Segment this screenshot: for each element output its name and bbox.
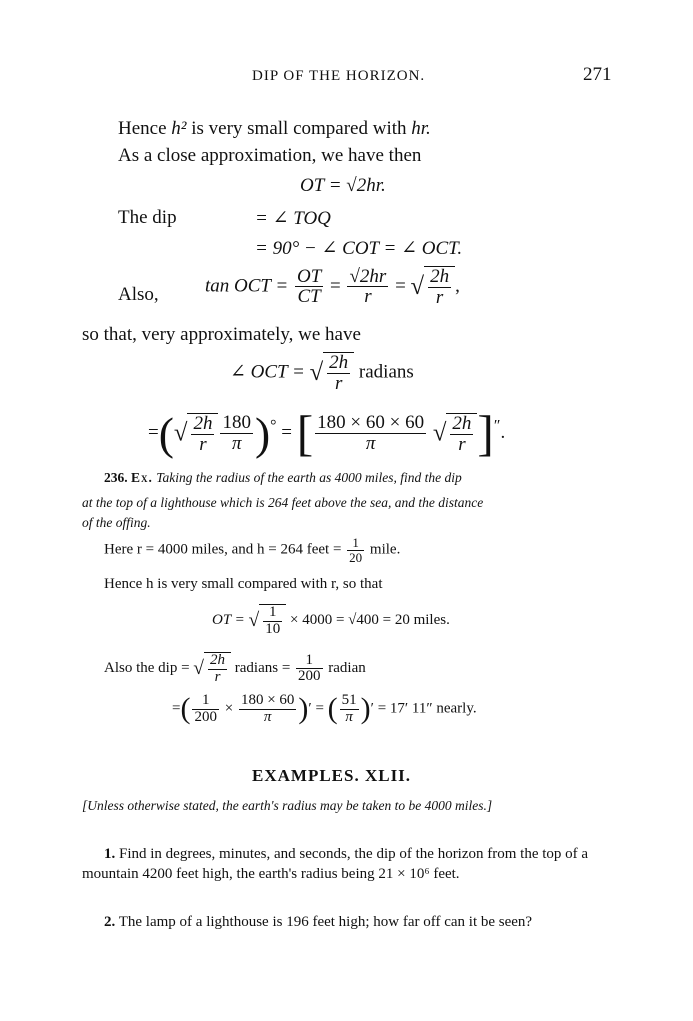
fraction <box>327 353 350 394</box>
radicand <box>204 652 231 686</box>
example-label: Ex. <box>131 470 153 485</box>
also-label: Also, <box>118 284 159 305</box>
denominator: π <box>365 433 376 454</box>
tan-equation: tan OCT = $\frac{OT}{CT}$ = $\frac{√2hr}{r}$ = √ $\frac{2h}{r}$ , <box>205 265 460 308</box>
close-paren: ) <box>360 692 371 725</box>
angle-ocu-equation <box>230 352 414 394</box>
fraction <box>450 414 473 455</box>
fraction <box>340 693 359 726</box>
math-expression: OT = <box>212 612 245 629</box>
hence-line: Hence h is very small compared with r, so that <box>104 576 383 592</box>
math-h-squared: h² <box>171 118 187 139</box>
conversion-example-equation: =( $\frac{1}{200}$ × $\frac{180 \times 60}{\pi}$ )′ = ( $\frac{51}{\pi}$ )′ = 17′ 11″ nearly. <box>172 691 477 725</box>
text-fragment: Also the dip = <box>104 660 190 677</box>
math-hr: hr. <box>411 118 431 139</box>
close-paren: ) <box>254 408 271 459</box>
numerator: 51 <box>341 691 357 708</box>
open-paren: ( <box>180 692 191 725</box>
fraction <box>296 653 323 686</box>
text-fragment: = 17′ 11″ nearly. <box>377 700 477 717</box>
here-line <box>104 536 400 564</box>
denominator: r <box>199 433 207 455</box>
fraction <box>295 267 323 308</box>
numerator: 180 <box>222 412 251 434</box>
radicand <box>446 413 477 455</box>
text-fragment: radian <box>328 660 366 677</box>
radians-word: radians <box>358 361 414 383</box>
numerator: 2h <box>329 352 349 373</box>
numerator: 1 <box>296 653 323 670</box>
sqrt-icon: √ <box>432 419 447 447</box>
close-bracket: ] <box>477 406 494 461</box>
example-statement-1 <box>104 470 462 486</box>
equation-ot <box>300 175 386 197</box>
denominator: 20 <box>349 549 363 565</box>
numerator: 1 <box>263 605 282 622</box>
statement-text: at the top of a lighthouse which is 264 feet above the sea, and the distance <box>82 495 484 510</box>
text-fragment: Here r = 4000 miles, and h = 264 feet = <box>104 541 342 558</box>
examples-heading: EXAMPLES. XLII. <box>252 766 412 785</box>
fraction <box>220 413 253 454</box>
fraction <box>347 267 388 308</box>
statement-text: Taking the radius of the earth as 4000 miles, find the dip <box>156 470 462 485</box>
numerator: OT <box>296 265 322 287</box>
dip-label: The dip <box>118 207 177 228</box>
denominator: r <box>435 286 444 308</box>
numerator: 2h <box>210 652 225 668</box>
dip-example-equation <box>104 652 366 686</box>
math-expression: = ∠ TOQ <box>255 208 331 229</box>
open-paren: ( <box>158 408 174 459</box>
running-header: DIP OF THE HORIZON. <box>252 68 426 84</box>
math-expression: tan OCT = <box>205 275 289 297</box>
sqrt-icon: √ <box>248 609 260 631</box>
sqrt-icon: √ <box>193 657 204 679</box>
so-that-line: so that, very approximately, we have <box>82 324 361 345</box>
denominator: r <box>214 668 221 685</box>
denominator: π <box>263 708 272 725</box>
denominator: π <box>231 433 242 454</box>
question-number: 2. <box>104 914 116 930</box>
open-paren: ( <box>327 692 338 725</box>
question-2 <box>82 912 612 932</box>
dip-equation-1 <box>255 207 331 230</box>
intro-line-1 <box>118 118 431 140</box>
example-statement-2 <box>82 495 483 511</box>
text-fragment: × 4000 = √400 = 20 miles. <box>289 612 450 629</box>
fraction <box>263 605 282 638</box>
fraction <box>239 693 296 726</box>
seconds-sup: ″ <box>493 417 501 435</box>
sqrt-icon: √ <box>173 419 188 447</box>
numerator: 180 × 60 × 60 <box>317 412 425 434</box>
question-text: Find in degrees, minutes, and seconds, the dip of the horizon from the top of a mountain 4200 feet high, the earth's radius being 21 × 10⁶ feet. <box>82 846 589 882</box>
numerator: 1 <box>347 536 364 551</box>
denominator: r <box>334 372 343 394</box>
denominator: 200 <box>194 708 217 725</box>
fraction <box>428 267 451 308</box>
text-fragment: mile. <box>369 541 401 558</box>
fraction <box>208 653 227 686</box>
denominator: 10 <box>265 620 281 637</box>
denominator: 200 <box>298 668 321 685</box>
numerator: 2h <box>430 266 450 287</box>
fraction <box>315 413 426 454</box>
sqrt-icon: √ <box>410 272 425 300</box>
radicand <box>323 352 354 394</box>
math-expression: OT = √2hr. <box>300 175 386 196</box>
note-text: [Unless otherwise stated, the earth's radius may be taken to be 4000 miles.] <box>82 798 493 813</box>
example-number: 236. <box>104 470 128 485</box>
numerator: 2h <box>193 412 213 434</box>
question-text: The lamp of a lighthouse is 196 feet high; how far off can it be seen? <box>118 914 533 930</box>
denominator: r <box>458 433 466 455</box>
examples-note <box>82 796 612 816</box>
radicand <box>187 413 218 455</box>
denominator: π <box>345 708 353 725</box>
example-statement-3 <box>82 515 151 531</box>
sqrt-icon: √ <box>309 358 324 386</box>
math-expression: = 90° − ∠ COT = ∠ OCT. <box>255 238 463 259</box>
intro-line-2: As a close approximation, we have then <box>118 145 422 166</box>
question-number: 1. <box>104 846 116 862</box>
open-bracket: [ <box>296 406 314 461</box>
numerator: 180 × 60 <box>240 691 295 708</box>
denominator: CT <box>297 286 321 308</box>
question-1 <box>82 844 612 884</box>
radicand <box>424 266 455 308</box>
conversion-equation: =(√ $\frac{2h}{r}$ $\frac{180}{\pi}$ )° = [ $\frac{180 \times 60 \times 60}{\pi}$ √ $\frac{2h}{r}$ ]″. <box>148 406 506 461</box>
denominator: r <box>364 286 372 308</box>
fraction <box>192 693 219 726</box>
ot-example-equation <box>212 604 450 638</box>
text-fragment: radians = <box>234 660 291 677</box>
close-paren: ) <box>298 692 309 725</box>
fraction <box>191 414 214 455</box>
dip-equation-2 <box>255 237 462 260</box>
numerator: √2hr <box>349 265 387 287</box>
math-expression: ∠ OCT = <box>230 361 305 383</box>
page-number: 271 <box>583 64 612 85</box>
fraction <box>347 536 364 564</box>
numerator: 1 <box>192 693 219 710</box>
numerator: 2h <box>452 412 472 434</box>
degree-sup: ° <box>270 417 277 435</box>
radicand <box>259 604 286 638</box>
statement-text: of the offing. <box>82 515 151 530</box>
text-fragment: Hence <box>118 118 172 139</box>
text-fragment: is very small compared with <box>186 118 412 139</box>
